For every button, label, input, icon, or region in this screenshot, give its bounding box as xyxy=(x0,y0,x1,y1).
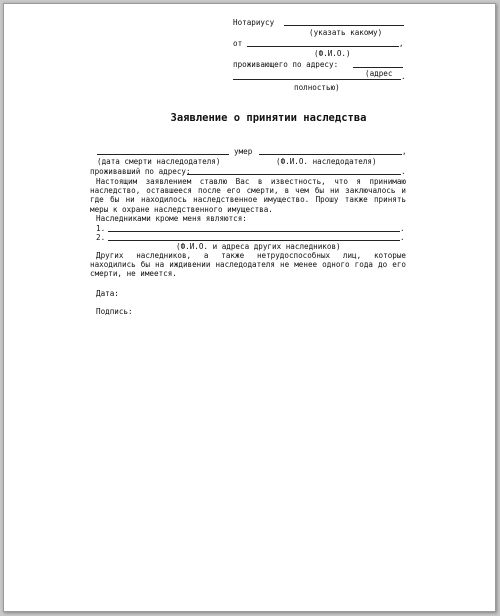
from-comma: , xyxy=(399,39,404,48)
document-title: Заявление о принятии наследства xyxy=(170,112,367,124)
address-period: . xyxy=(401,72,406,81)
address-hint-2: полностью) xyxy=(294,83,340,92)
heir-1-number: 1. xyxy=(96,224,106,233)
resided-label: проживавший по адресу: xyxy=(90,167,191,176)
date-label: Дата: xyxy=(96,289,119,298)
notary-hint: (указать какому) xyxy=(309,28,383,37)
applicant-name-hint: (Ф.И.О.) xyxy=(314,49,351,58)
from-label: от xyxy=(233,39,243,48)
resided-period: . xyxy=(401,167,406,176)
deceased-name-hint: (Ф.И.О. наследодателя) xyxy=(276,157,377,166)
address-hint-1: (адрес xyxy=(365,69,393,78)
signature-label: Подпись: xyxy=(96,307,133,316)
heir-2-period: . xyxy=(400,233,405,242)
notary-name-line xyxy=(284,25,404,26)
died-comma: , xyxy=(402,147,407,156)
residing-label: проживающего по адресу: xyxy=(233,60,339,69)
to-notary-label: Нотариусу xyxy=(233,18,275,27)
heir-1-line xyxy=(108,231,400,232)
applicant-name-line xyxy=(247,46,399,47)
no-other-heirs-paragraph: Других наследников, а также нетрудоспособных лиц, которые находились бы на иждивении наследодателя не менее одного года до его смерти, не имеется. xyxy=(90,251,406,279)
address-line-2 xyxy=(233,79,401,80)
deceased-name-line xyxy=(259,154,402,155)
acceptance-paragraph: Настоящим заявлением ставлю Вас в известность, что я принимаю наследство, оставшееся после его смерти, в чем бы ни заключалось и где бы ни находилось наследственное имущество. Прошу также принять меры к охране наследственного имущества. xyxy=(90,177,406,214)
deceased-address-line xyxy=(187,174,401,175)
heir-2-line xyxy=(108,240,400,241)
heirs-intro: Наследниками кроме меня являются: xyxy=(96,214,247,223)
heirs-hint: (Ф.И.О. и адреса других наследников) xyxy=(176,242,341,251)
document-page xyxy=(3,3,496,612)
heir-2-number: 2. xyxy=(96,233,106,242)
died-label: умер xyxy=(234,147,253,156)
heir-1-period: . xyxy=(400,224,405,233)
death-date-line xyxy=(97,154,229,155)
death-date-hint: (дата смерти наследодателя) xyxy=(97,157,221,166)
address-line-1 xyxy=(353,67,403,68)
